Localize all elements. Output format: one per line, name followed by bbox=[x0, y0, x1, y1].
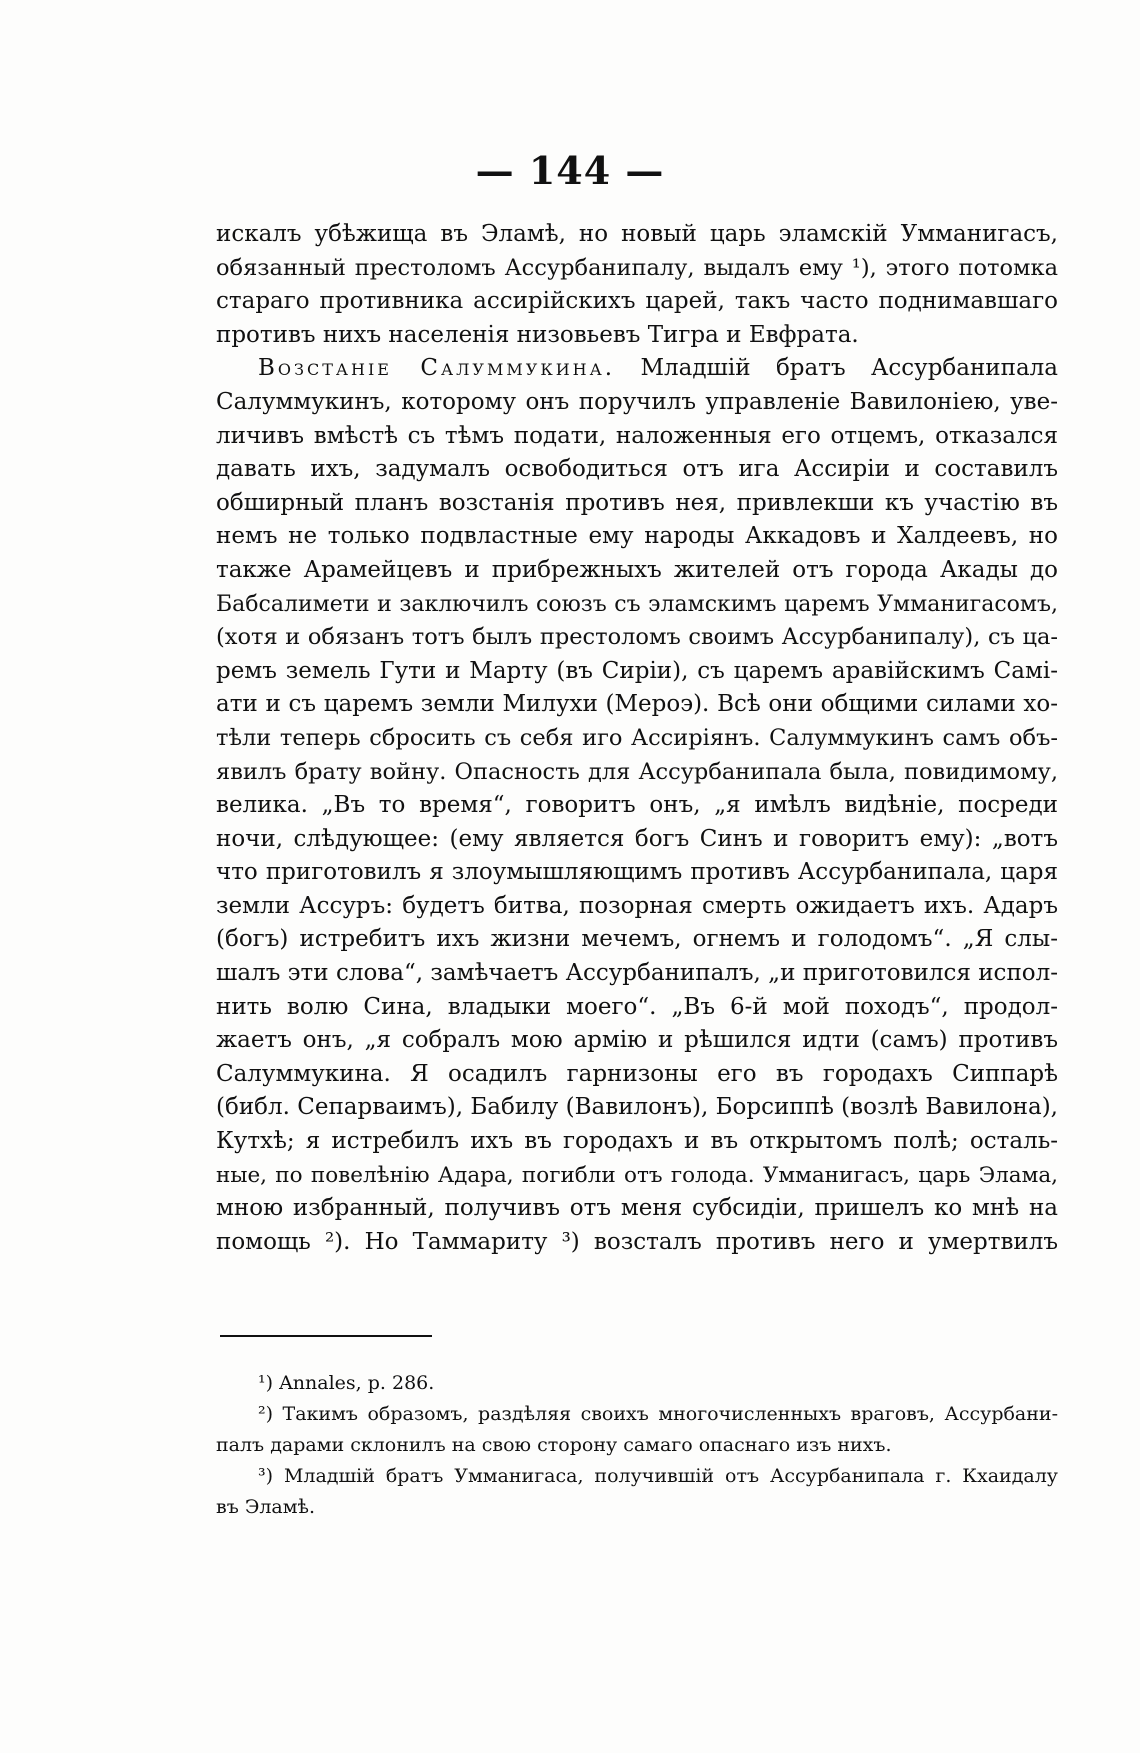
text-line: мною избранный, получивъ отъ меня субсидіи, пришелъ ко мнѣ на bbox=[216, 1195, 1058, 1222]
section-heading: Возстаніе Салуммукина. bbox=[258, 355, 616, 382]
footnote-line: палъ дарами склонилъ на свою сторону самаго опаснаго изъ нихъ. bbox=[216, 1434, 892, 1456]
text-line: что приготовилъ я злоумышляющимъ противъ Ассурбанипала, царя bbox=[216, 859, 1058, 886]
footnote-line: въ Эламѣ. bbox=[216, 1496, 316, 1518]
text-line: Кутхѣ; я истребилъ ихъ въ городахъ и въ открытомъ полѣ; осталь- bbox=[216, 1128, 1058, 1155]
footnote-line: ¹) Annales, p. 286. bbox=[258, 1372, 435, 1394]
text-line: велика. „Въ то время“, говоритъ онъ, „я имѣлъ видѣніе, посреди bbox=[216, 792, 1058, 819]
footnote-line: ³) Младшій братъ Умманигаса, получившій отъ Ассурбанипала г. Кхаидалу bbox=[258, 1465, 1058, 1487]
text-line: обязанный престоломъ Ассурбанипалу, выдалъ ему ¹), этого потомка bbox=[216, 254, 1058, 281]
text-line: жаетъ онъ, „я собралъ мою армію и рѣшился идти (самъ) противъ bbox=[216, 1027, 1058, 1054]
text-line: противъ нихъ населенія низовьевъ Тигра и Евфрата. bbox=[216, 321, 859, 348]
text-line: помощь ²). Но Таммариту ³) возсталъ противъ него и умертвилъ bbox=[216, 1228, 1058, 1255]
text-line: шалъ эти слова“, замѣчаетъ Ассурбанипалъ, „и приготовился испол- bbox=[216, 960, 1058, 987]
text-line: (библ. Сепарваимъ), Бабилу (Вавилонъ), Борсиппѣ (возлѣ Вавилона), bbox=[216, 1094, 1058, 1121]
text-line: также Арамейцевъ и прибрежныхъ жителей отъ города Акады до bbox=[216, 556, 1058, 583]
text-line: искалъ убѣжища въ Эламѣ, но новый царь эламскій Умманигасъ, bbox=[216, 221, 1058, 247]
text-line: нить волю Сина, владыки моего“. „Въ 6-й мой походъ“, продол- bbox=[216, 993, 1058, 1020]
footnotes bbox=[216, 1368, 1058, 1523]
text-line: Младшій братъ Ассурбанипала bbox=[640, 355, 1059, 382]
text-line: ати и съ царемъ земли Милухи (Мероэ). Всѣ они общими силами хо- bbox=[216, 691, 1058, 718]
main-text bbox=[216, 218, 1058, 1259]
text-line: ночи, слѣдующее: (ему является богъ Синъ и говоритъ ему): „вотъ bbox=[216, 825, 1058, 852]
text-line: стараго противника ассирійскихъ царей, такъ часто поднимавшаго bbox=[216, 288, 1058, 315]
text-line: ные, по повелѣнію Адара, погибли отъ голода. Умманигасъ, царь Элама, bbox=[216, 1162, 1058, 1188]
footnote-line: ²) Такимъ образомъ, раздѣляя своихъ многочисленныхъ враговъ, Ассурбани- bbox=[258, 1403, 1058, 1425]
text-line: явилъ брату войну. Опасность для Ассурбанипала была, повидимому, bbox=[216, 758, 1058, 785]
text-line: личивъ вмѣстѣ съ тѣмъ подати, наложенныя его отцемъ, отказался bbox=[216, 422, 1058, 449]
text-line: Салуммукина. Я осадилъ гарнизоны его въ городахъ Сиппарѣ bbox=[216, 1060, 1058, 1087]
text-line: обширный планъ возстанія противъ нея, привлекши къ участію въ bbox=[216, 489, 1058, 516]
text-line: ремъ земель Гути и Марту (въ Сиріи), съ царемъ аравійскимъ Самі- bbox=[216, 657, 1058, 684]
text-line: Бабсалимети и заключилъ союзъ съ эламскимъ царемъ Умманигасомъ, bbox=[216, 591, 1058, 617]
text-line: (богъ) истребитъ ихъ жизни мечемъ, огнемъ и голодомъ“. „Я слы- bbox=[216, 926, 1058, 953]
page-number: — 144 — bbox=[475, 148, 665, 193]
text-line: Салуммукинъ, которому онъ поручилъ управленіе Вавилоніею, уве- bbox=[216, 388, 1058, 415]
footnote-separator bbox=[220, 1335, 432, 1337]
text-line: тѣли теперь сбросить съ себя иго Ассиріянъ. Салуммукинъ самъ объ- bbox=[216, 724, 1058, 751]
text-line: земли Ассуръ: будетъ битва, позорная смерть ожидаетъ ихъ. Адаръ bbox=[216, 892, 1058, 919]
section-heading-line bbox=[216, 352, 1058, 386]
text-line: (хотя и обязанъ тотъ былъ престоломъ своимъ Ассурбанипалу), съ ца- bbox=[216, 624, 1058, 651]
text-line: давать ихъ, задумалъ освободиться отъ ига Ассиріи и составилъ bbox=[216, 456, 1058, 483]
text-line: немъ не только подвластные ему народы Аккадовъ и Халдеевъ, но bbox=[216, 523, 1058, 550]
